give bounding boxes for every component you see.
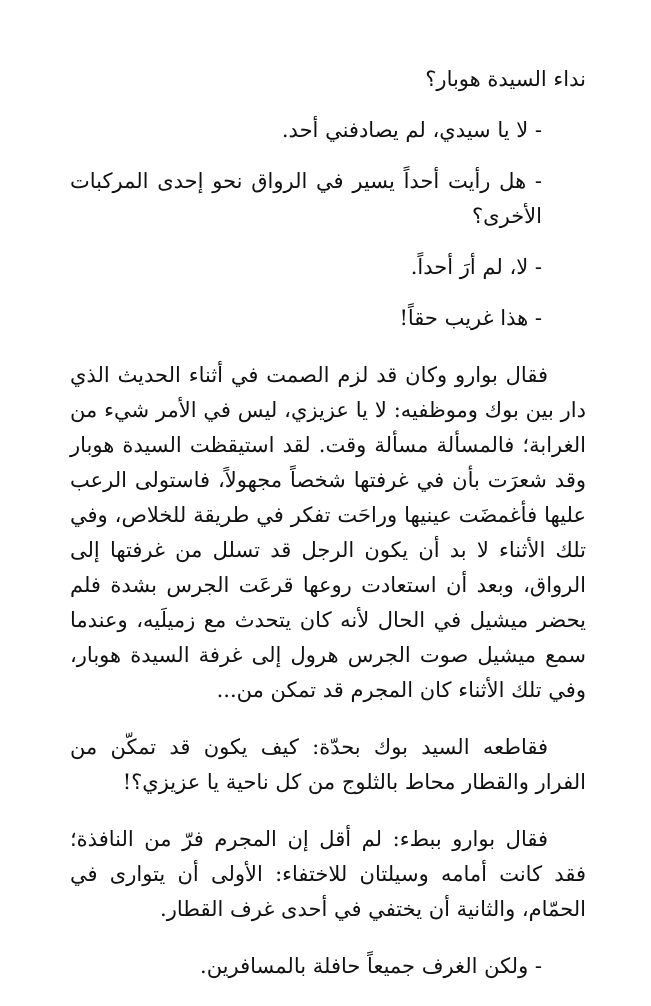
dialogue-line: - هذا غريب حقاً! <box>399 306 542 330</box>
dialogue-line: - لا، لم أرَ أحداً. <box>410 255 542 279</box>
paragraph-continuation: نداء السيدة هوبار؟ <box>425 67 586 91</box>
dialogue-line: - هل رأيت أحداً يسير في الرواق نحو إحدى المركبات الأخرى؟ <box>70 169 542 228</box>
dialogue-line: - ولكن الغرف جميعاً حافلة بالمسافرين. <box>200 954 542 978</box>
body-paragraph: فقال بوارو وكان قد لزم الصمت في أثناء الحديث الذي دار بين بوك وموظفيه: لا يا عزيزي، ليس في الأمر شيء من الغرابة؛ فالمسألة مسألة وقت. لقد استيقظت السيدة هوبار وقد شعرَت بأن في غرفتها شخصاً مجهولاً، فاستولى الرعب عليها فأغمضَت عينيها وراحَت تفكر في طريقة للخلاص، وفي تلك الأثناء لا بد أن يكون الرجل قد تسلل من غرفتها إلى الرواق، وبعد أن استعادت روعها قرعَت الجرس بشدة فلم يحضر ميشيل في الحال لأنه كان يتحدث مع زميلَيه، وعندما سمع ميشيل صوت الجرس هرول إلى غرفة السيدة هوبار، وفي تلك الأثناء كان المجرم قد تمكن من... <box>70 363 586 702</box>
body-paragraph: فقال بوارو ببطء: لم أقل إن المجرم فرّ من النافذة؛ فقد كانت أمامه وسيلتان للاختفاء: الأولى أن يتوارى في الحمّام، والثانية أن يختفي في أحدى غرف القطار. <box>70 827 586 921</box>
book-page <box>70 62 586 1006</box>
dialogue-line: - لا يا سيدي، لم يصادفني أحد. <box>281 118 542 142</box>
body-paragraph: فقاطعه السيد بوك بحدّة: كيف يكون قد تمكّن من الفرار والقطار محاط بالثلوج من كل ناحية يا عزيزي؟! <box>70 735 586 794</box>
